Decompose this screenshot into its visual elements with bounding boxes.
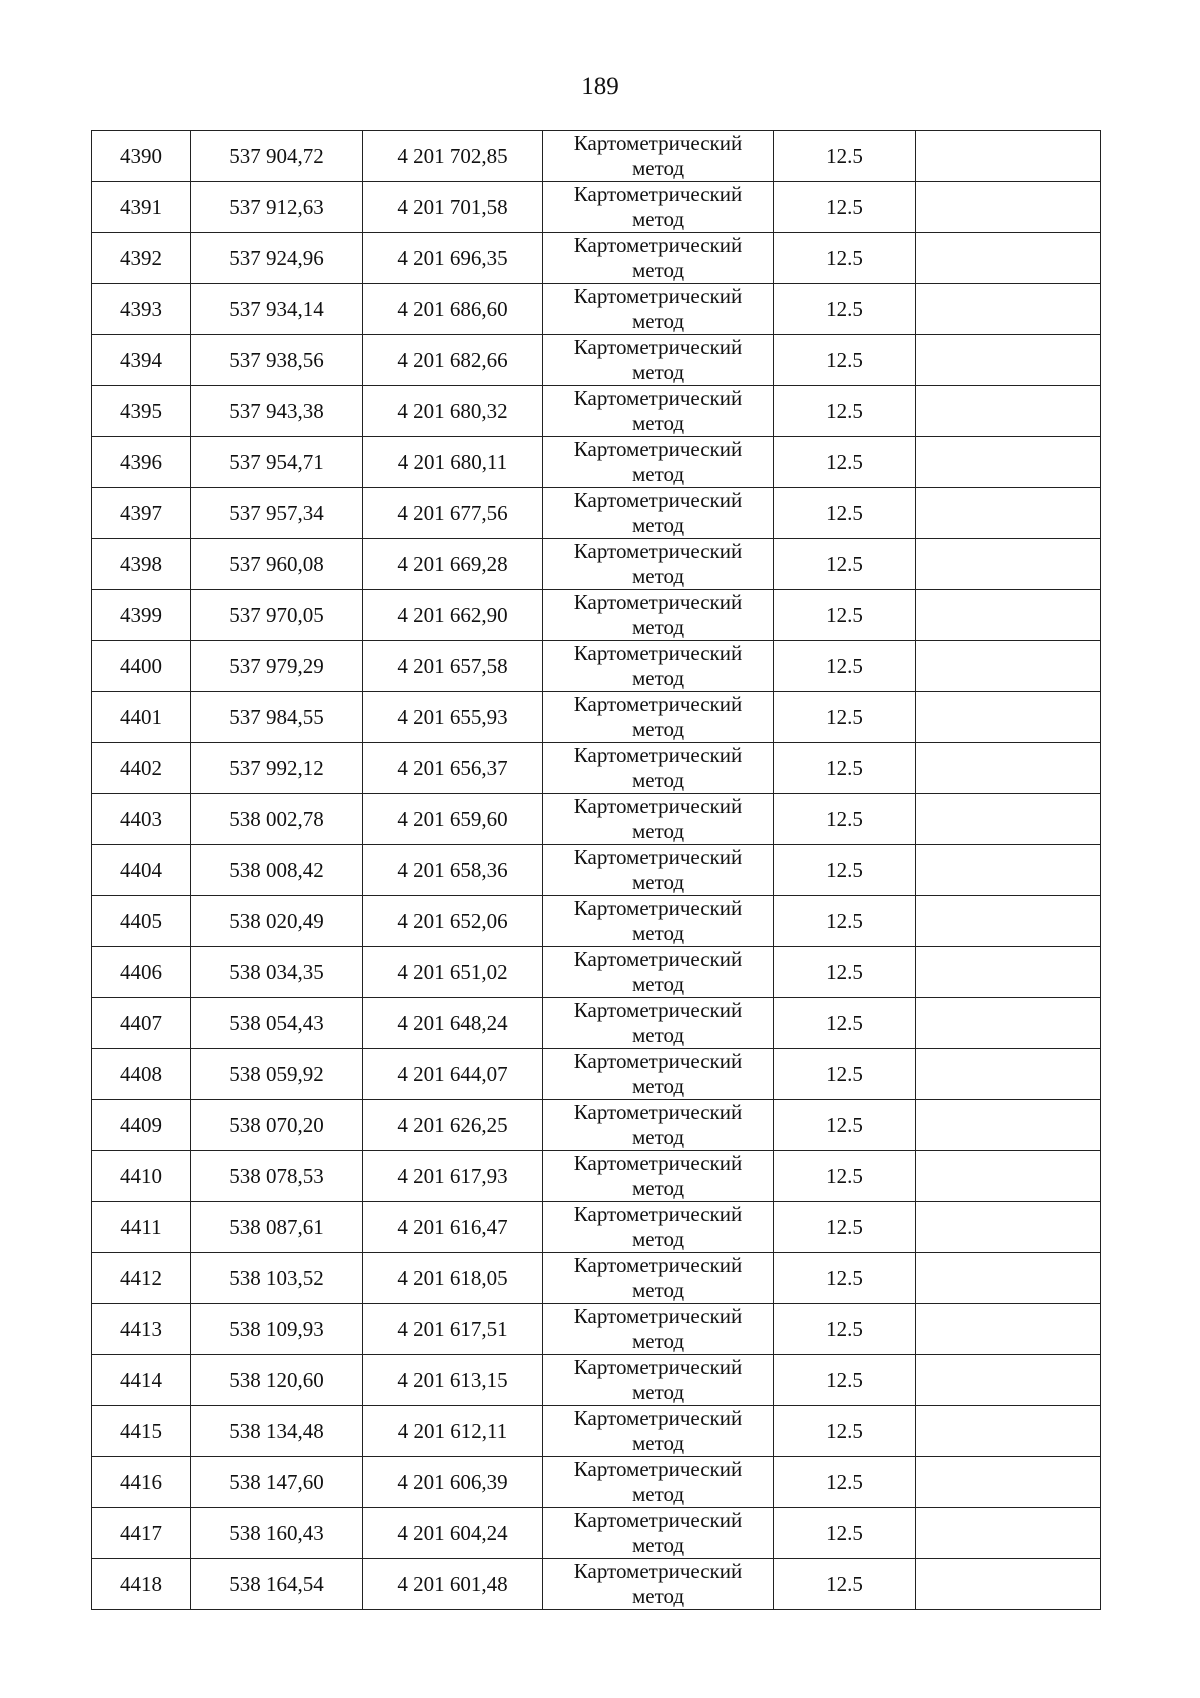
- x-coordinate-cell: 538 120,60: [191, 1355, 363, 1406]
- x-coordinate-cell: 538 008,42: [191, 845, 363, 896]
- x-coordinate-cell: 537 924,96: [191, 233, 363, 284]
- method-text-line1: Картометрический: [573, 1202, 743, 1226]
- point-number-cell: 4416: [92, 1457, 191, 1508]
- table-row: [92, 284, 1101, 335]
- method-text-line2: метод: [631, 207, 685, 231]
- method-text-line2: метод: [631, 921, 685, 945]
- accuracy-cell: 12.5: [774, 1508, 916, 1559]
- y-coordinate-cell: 4 201 696,35: [363, 233, 543, 284]
- point-number-cell: 4408: [92, 1049, 191, 1100]
- method-text-line2: метод: [631, 513, 685, 537]
- method-text-line2: метод: [631, 717, 685, 741]
- note-cell: [916, 233, 1101, 284]
- method-cell: [543, 131, 774, 182]
- y-coordinate-cell: 4 201 701,58: [363, 182, 543, 233]
- y-coordinate-cell: 4 201 658,36: [363, 845, 543, 896]
- note-cell: [916, 1355, 1101, 1406]
- y-coordinate-cell: 4 201 626,25: [363, 1100, 543, 1151]
- accuracy-cell: 12.5: [774, 539, 916, 590]
- point-number-cell: 4415: [92, 1406, 191, 1457]
- note-cell: [916, 947, 1101, 998]
- point-number-cell: 4396: [92, 437, 191, 488]
- method-text-line2: метод: [631, 309, 685, 333]
- note-cell: [916, 131, 1101, 182]
- method-text-line1: Картометрический: [573, 692, 743, 716]
- method-text-line2: метод: [631, 1176, 685, 1200]
- method-text-line1: Картометрический: [573, 1457, 743, 1481]
- method-cell: [543, 692, 774, 743]
- accuracy-cell: 12.5: [774, 590, 916, 641]
- method-text-line2: метод: [631, 1278, 685, 1302]
- method-text-line2: метод: [631, 1431, 685, 1455]
- table-row: [92, 1457, 1101, 1508]
- method-text-line1: Картометрический: [573, 1253, 743, 1277]
- method-text-line1: Картометрический: [573, 1049, 743, 1073]
- note-cell: [916, 335, 1101, 386]
- y-coordinate-cell: 4 201 652,06: [363, 896, 543, 947]
- note-cell: [916, 1304, 1101, 1355]
- table-row: [92, 386, 1101, 437]
- point-number-cell: 4403: [92, 794, 191, 845]
- x-coordinate-cell: 537 954,71: [191, 437, 363, 488]
- y-coordinate-cell: 4 201 686,60: [363, 284, 543, 335]
- point-number-cell: 4402: [92, 743, 191, 794]
- x-coordinate-cell: 537 979,29: [191, 641, 363, 692]
- method-cell: [543, 1508, 774, 1559]
- note-cell: [916, 1559, 1101, 1610]
- point-number-cell: 4391: [92, 182, 191, 233]
- method-text-line2: метод: [631, 1074, 685, 1098]
- accuracy-cell: 12.5: [774, 1151, 916, 1202]
- note-cell: [916, 182, 1101, 233]
- x-coordinate-cell: 537 912,63: [191, 182, 363, 233]
- note-cell: [916, 1508, 1101, 1559]
- method-text-line2: метод: [631, 1023, 685, 1047]
- x-coordinate-cell: 538 078,53: [191, 1151, 363, 1202]
- accuracy-cell: 12.5: [774, 998, 916, 1049]
- point-number-cell: 4400: [92, 641, 191, 692]
- accuracy-cell: 12.5: [774, 1406, 916, 1457]
- table-row: [92, 233, 1101, 284]
- accuracy-cell: 12.5: [774, 386, 916, 437]
- method-cell: [543, 335, 774, 386]
- method-text-line1: Картометрический: [573, 590, 743, 614]
- point-number-cell: 4418: [92, 1559, 191, 1610]
- accuracy-cell: 12.5: [774, 1100, 916, 1151]
- accuracy-cell: 12.5: [774, 692, 916, 743]
- note-cell: [916, 1151, 1101, 1202]
- method-cell: [543, 1406, 774, 1457]
- point-number-cell: 4395: [92, 386, 191, 437]
- note-cell: [916, 845, 1101, 896]
- method-cell: [543, 641, 774, 692]
- x-coordinate-cell: 538 002,78: [191, 794, 363, 845]
- accuracy-cell: 12.5: [774, 182, 916, 233]
- x-coordinate-cell: 537 992,12: [191, 743, 363, 794]
- method-text-line1: Картометрический: [573, 998, 743, 1022]
- table-row: [92, 1049, 1101, 1100]
- accuracy-cell: 12.5: [774, 1253, 916, 1304]
- y-coordinate-cell: 4 201 662,90: [363, 590, 543, 641]
- method-text-line1: Картометрический: [573, 794, 743, 818]
- x-coordinate-cell: 538 160,43: [191, 1508, 363, 1559]
- method-text-line1: Картометрический: [573, 845, 743, 869]
- method-cell: [543, 284, 774, 335]
- x-coordinate-cell: 537 957,34: [191, 488, 363, 539]
- method-text-line2: метод: [631, 156, 685, 180]
- y-coordinate-cell: 4 201 702,85: [363, 131, 543, 182]
- accuracy-cell: 12.5: [774, 896, 916, 947]
- y-coordinate-cell: 4 201 613,15: [363, 1355, 543, 1406]
- method-cell: [543, 437, 774, 488]
- x-coordinate-cell: 538 054,43: [191, 998, 363, 1049]
- table-row: [92, 1406, 1101, 1457]
- note-cell: [916, 284, 1101, 335]
- table-row: [92, 539, 1101, 590]
- note-cell: [916, 896, 1101, 947]
- point-number-cell: 4417: [92, 1508, 191, 1559]
- table-row: [92, 998, 1101, 1049]
- method-text-line2: метод: [631, 462, 685, 486]
- coordinates-table: [91, 130, 1101, 1610]
- point-number-cell: 4412: [92, 1253, 191, 1304]
- method-text-line2: метод: [631, 972, 685, 996]
- method-cell: [543, 590, 774, 641]
- point-number-cell: 4401: [92, 692, 191, 743]
- method-text-line1: Картометрический: [573, 182, 743, 206]
- method-text-line1: Картометрический: [573, 1100, 743, 1124]
- note-cell: [916, 1457, 1101, 1508]
- method-text-line2: метод: [631, 768, 685, 792]
- note-cell: [916, 692, 1101, 743]
- note-cell: [916, 1406, 1101, 1457]
- note-cell: [916, 743, 1101, 794]
- table-row: [92, 1355, 1101, 1406]
- x-coordinate-cell: 538 134,48: [191, 1406, 363, 1457]
- method-text-line2: метод: [631, 360, 685, 384]
- y-coordinate-cell: 4 201 657,58: [363, 641, 543, 692]
- method-text-line1: Картометрический: [573, 947, 743, 971]
- method-text-line1: Картометрический: [573, 233, 743, 257]
- y-coordinate-cell: 4 201 606,39: [363, 1457, 543, 1508]
- x-coordinate-cell: 537 938,56: [191, 335, 363, 386]
- y-coordinate-cell: 4 201 677,56: [363, 488, 543, 539]
- point-number-cell: 4406: [92, 947, 191, 998]
- note-cell: [916, 1253, 1101, 1304]
- method-text-line2: метод: [631, 1584, 685, 1608]
- y-coordinate-cell: 4 201 682,66: [363, 335, 543, 386]
- y-coordinate-cell: 4 201 680,32: [363, 386, 543, 437]
- method-text-line1: Картометрический: [573, 1508, 743, 1532]
- coordinates-table-body: [92, 131, 1101, 1610]
- x-coordinate-cell: 537 934,14: [191, 284, 363, 335]
- table-row: [92, 641, 1101, 692]
- y-coordinate-cell: 4 201 604,24: [363, 1508, 543, 1559]
- table-row: [92, 437, 1101, 488]
- table-row: [92, 131, 1101, 182]
- method-cell: [543, 1304, 774, 1355]
- x-coordinate-cell: 538 103,52: [191, 1253, 363, 1304]
- method-text-line2: метод: [631, 870, 685, 894]
- method-text-line1: Картометрический: [573, 896, 743, 920]
- method-text-line2: метод: [631, 819, 685, 843]
- method-text-line2: метод: [631, 1533, 685, 1557]
- table-row: [92, 1304, 1101, 1355]
- y-coordinate-cell: 4 201 656,37: [363, 743, 543, 794]
- y-coordinate-cell: 4 201 617,51: [363, 1304, 543, 1355]
- method-cell: [543, 386, 774, 437]
- x-coordinate-cell: 538 087,61: [191, 1202, 363, 1253]
- method-cell: [543, 1559, 774, 1610]
- y-coordinate-cell: 4 201 617,93: [363, 1151, 543, 1202]
- point-number-cell: 4404: [92, 845, 191, 896]
- point-number-cell: 4393: [92, 284, 191, 335]
- table-row: [92, 794, 1101, 845]
- accuracy-cell: 12.5: [774, 1049, 916, 1100]
- method-cell: [543, 1202, 774, 1253]
- method-text-line1: Картометрический: [573, 1406, 743, 1430]
- method-cell: [543, 182, 774, 233]
- table-row: [92, 1151, 1101, 1202]
- x-coordinate-cell: 537 970,05: [191, 590, 363, 641]
- note-cell: [916, 641, 1101, 692]
- method-text-line1: Картометрический: [573, 1304, 743, 1328]
- accuracy-cell: 12.5: [774, 743, 916, 794]
- accuracy-cell: 12.5: [774, 1202, 916, 1253]
- x-coordinate-cell: 538 070,20: [191, 1100, 363, 1151]
- method-text-line2: метод: [631, 1380, 685, 1404]
- point-number-cell: 4407: [92, 998, 191, 1049]
- method-cell: [543, 947, 774, 998]
- accuracy-cell: 12.5: [774, 437, 916, 488]
- method-text-line1: Картометрический: [573, 437, 743, 461]
- method-cell: [543, 1457, 774, 1508]
- accuracy-cell: 12.5: [774, 1559, 916, 1610]
- method-text-line1: Картометрический: [573, 284, 743, 308]
- y-coordinate-cell: 4 201 651,02: [363, 947, 543, 998]
- note-cell: [916, 794, 1101, 845]
- table-row: [92, 1100, 1101, 1151]
- accuracy-cell: 12.5: [774, 794, 916, 845]
- point-number-cell: 4394: [92, 335, 191, 386]
- method-cell: [543, 998, 774, 1049]
- table-row: [92, 335, 1101, 386]
- note-cell: [916, 1049, 1101, 1100]
- method-text-line1: Картометрический: [573, 386, 743, 410]
- method-text-line2: метод: [631, 615, 685, 639]
- method-text-line2: метод: [631, 1329, 685, 1353]
- method-text-line1: Картометрический: [573, 1151, 743, 1175]
- table-row: [92, 896, 1101, 947]
- y-coordinate-cell: 4 201 659,60: [363, 794, 543, 845]
- x-coordinate-cell: 537 960,08: [191, 539, 363, 590]
- page-number: 189: [581, 73, 619, 100]
- point-number-cell: 4405: [92, 896, 191, 947]
- y-coordinate-cell: 4 201 644,07: [363, 1049, 543, 1100]
- table-row: [92, 182, 1101, 233]
- accuracy-cell: 12.5: [774, 1304, 916, 1355]
- method-cell: [543, 1049, 774, 1100]
- method-text-line1: Картометрический: [573, 131, 743, 155]
- table-row: [92, 845, 1101, 896]
- point-number-cell: 4392: [92, 233, 191, 284]
- method-text-line1: Картометрический: [573, 1355, 743, 1379]
- x-coordinate-cell: 537 984,55: [191, 692, 363, 743]
- point-number-cell: 4397: [92, 488, 191, 539]
- accuracy-cell: 12.5: [774, 284, 916, 335]
- table-row: [92, 947, 1101, 998]
- method-cell: [543, 794, 774, 845]
- table-row: [92, 1253, 1101, 1304]
- y-coordinate-cell: 4 201 680,11: [363, 437, 543, 488]
- x-coordinate-cell: 537 904,72: [191, 131, 363, 182]
- x-coordinate-cell: 538 147,60: [191, 1457, 363, 1508]
- note-cell: [916, 1202, 1101, 1253]
- x-coordinate-cell: 538 109,93: [191, 1304, 363, 1355]
- method-text-line1: Картометрический: [573, 335, 743, 359]
- accuracy-cell: 12.5: [774, 845, 916, 896]
- accuracy-cell: 12.5: [774, 131, 916, 182]
- point-number-cell: 4398: [92, 539, 191, 590]
- accuracy-cell: 12.5: [774, 488, 916, 539]
- accuracy-cell: 12.5: [774, 335, 916, 386]
- table-row: [92, 692, 1101, 743]
- point-number-cell: 4413: [92, 1304, 191, 1355]
- note-cell: [916, 386, 1101, 437]
- method-cell: [543, 1355, 774, 1406]
- method-text-line1: Картометрический: [573, 539, 743, 563]
- accuracy-cell: 12.5: [774, 641, 916, 692]
- y-coordinate-cell: 4 201 669,28: [363, 539, 543, 590]
- table-row: [92, 1559, 1101, 1610]
- accuracy-cell: 12.5: [774, 947, 916, 998]
- y-coordinate-cell: 4 201 616,47: [363, 1202, 543, 1253]
- point-number-cell: 4409: [92, 1100, 191, 1151]
- method-text-line2: метод: [631, 564, 685, 588]
- x-coordinate-cell: 538 164,54: [191, 1559, 363, 1610]
- y-coordinate-cell: 4 201 618,05: [363, 1253, 543, 1304]
- y-coordinate-cell: 4 201 655,93: [363, 692, 543, 743]
- note-cell: [916, 437, 1101, 488]
- method-text-line1: Картометрический: [573, 1559, 743, 1583]
- table-row: [92, 488, 1101, 539]
- method-text-line2: метод: [631, 666, 685, 690]
- x-coordinate-cell: 538 034,35: [191, 947, 363, 998]
- point-number-cell: 4414: [92, 1355, 191, 1406]
- method-cell: [543, 488, 774, 539]
- method-cell: [543, 743, 774, 794]
- method-text-line1: Картометрический: [573, 488, 743, 512]
- note-cell: [916, 1100, 1101, 1151]
- point-number-cell: 4411: [92, 1202, 191, 1253]
- method-cell: [543, 896, 774, 947]
- point-number-cell: 4390: [92, 131, 191, 182]
- table-row: [92, 743, 1101, 794]
- note-cell: [916, 998, 1101, 1049]
- y-coordinate-cell: 4 201 601,48: [363, 1559, 543, 1610]
- accuracy-cell: 12.5: [774, 233, 916, 284]
- method-text-line1: Картометрический: [573, 743, 743, 767]
- table-row: [92, 590, 1101, 641]
- x-coordinate-cell: 538 020,49: [191, 896, 363, 947]
- note-cell: [916, 539, 1101, 590]
- accuracy-cell: 12.5: [774, 1355, 916, 1406]
- method-cell: [543, 845, 774, 896]
- x-coordinate-cell: 538 059,92: [191, 1049, 363, 1100]
- method-cell: [543, 233, 774, 284]
- method-text-line1: Картометрический: [573, 641, 743, 665]
- method-text-line2: метод: [631, 1482, 685, 1506]
- method-cell: [543, 539, 774, 590]
- note-cell: [916, 488, 1101, 539]
- table-row: [92, 1202, 1101, 1253]
- method-text-line2: метод: [631, 258, 685, 282]
- accuracy-cell: 12.5: [774, 1457, 916, 1508]
- y-coordinate-cell: 4 201 612,11: [363, 1406, 543, 1457]
- method-text-line2: метод: [631, 1125, 685, 1149]
- y-coordinate-cell: 4 201 648,24: [363, 998, 543, 1049]
- method-text-line2: метод: [631, 411, 685, 435]
- table-row: [92, 1508, 1101, 1559]
- note-cell: [916, 590, 1101, 641]
- point-number-cell: 4410: [92, 1151, 191, 1202]
- method-cell: [543, 1151, 774, 1202]
- method-text-line2: метод: [631, 1227, 685, 1251]
- method-cell: [543, 1253, 774, 1304]
- x-coordinate-cell: 537 943,38: [191, 386, 363, 437]
- point-number-cell: 4399: [92, 590, 191, 641]
- method-cell: [543, 1100, 774, 1151]
